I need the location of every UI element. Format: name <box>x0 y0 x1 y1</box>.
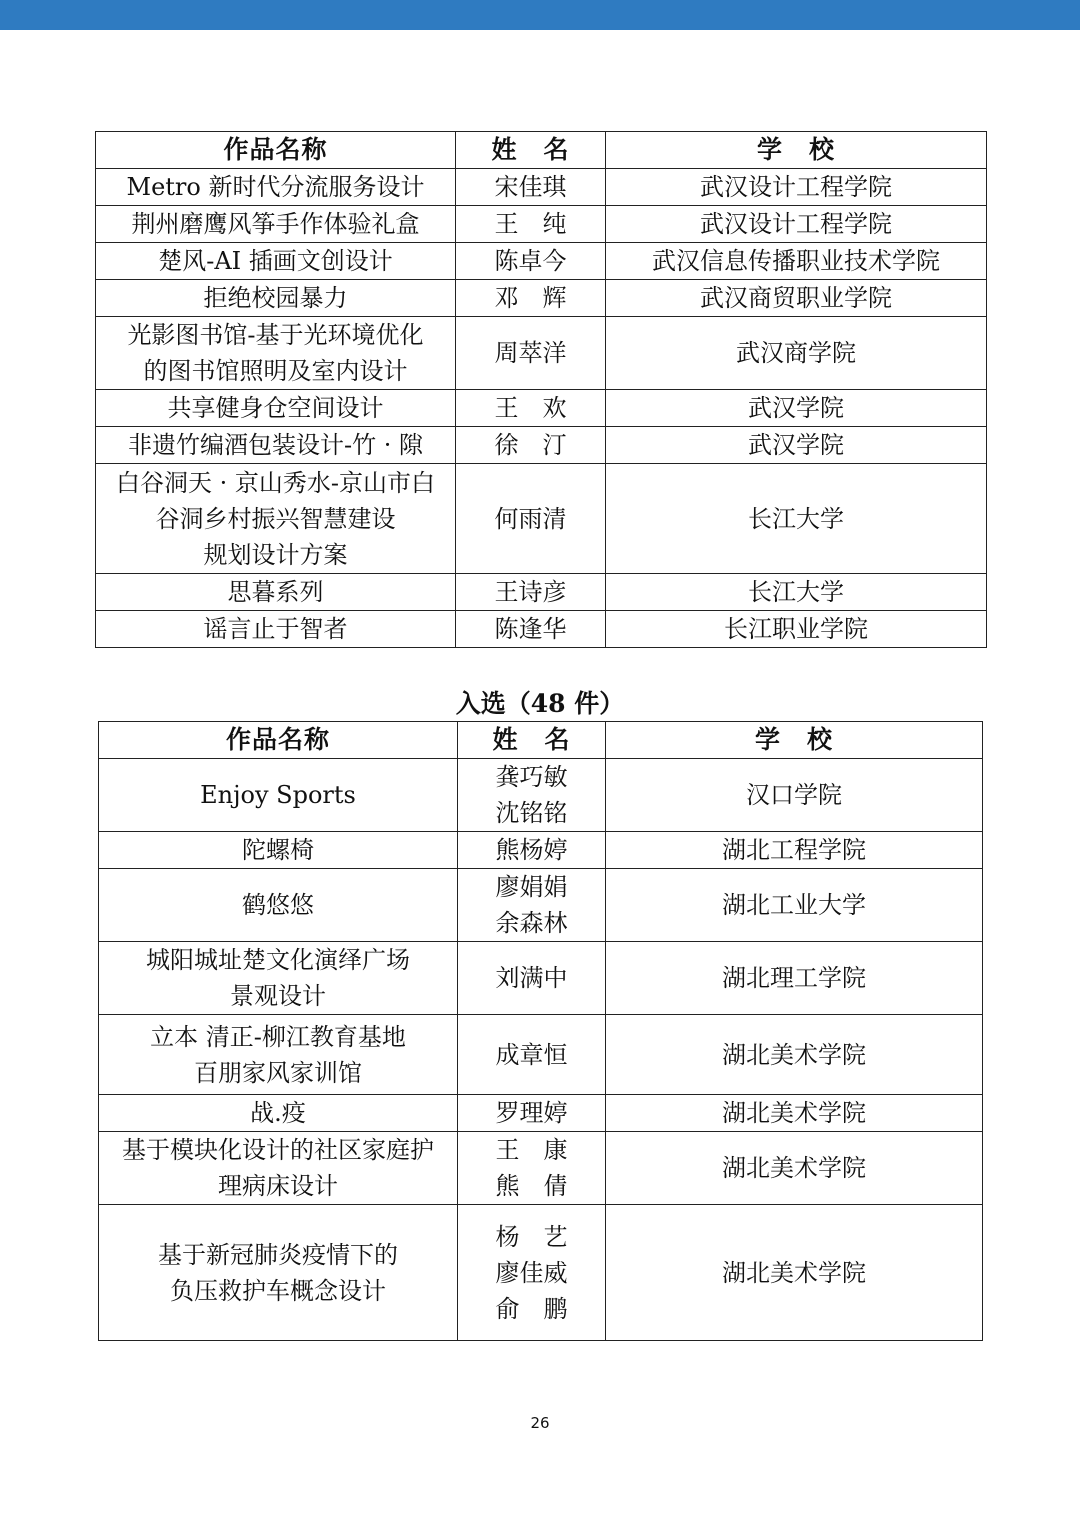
author-name-cell <box>456 390 606 427</box>
work-title-line: 基于新冠肺炎疫情下的 <box>158 1240 398 1269</box>
work-title-line: 谷洞乡村振兴智慧建设 <box>155 504 396 533</box>
work-title-line: 负压救护车概念设计 <box>170 1276 386 1305</box>
header-name: 姓 名 <box>456 132 606 169</box>
work-title-line: 战.疫 <box>250 1099 306 1127</box>
work-title-cell <box>96 280 456 317</box>
author-name-line: 杨 艺 <box>495 1222 568 1251</box>
work-title-line: 思暮系列 <box>227 578 324 606</box>
author-name-line: 王诗彦 <box>494 578 567 606</box>
author-name-cell <box>458 869 606 942</box>
school-cell: 湖北美术学院 <box>606 1015 983 1095</box>
author-name-line: 陈逢华 <box>494 615 567 643</box>
school-cell: 武汉信息传播职业技术学院 <box>606 243 987 280</box>
author-name-line: 周萃洋 <box>494 339 567 367</box>
school-cell: 湖北美术学院 <box>606 1132 983 1205</box>
work-title-line: Metro 新时代分流服务设计 <box>126 173 425 201</box>
table-row <box>96 280 987 317</box>
work-title-line: 鹤悠悠 <box>242 891 314 919</box>
school-cell: 长江大学 <box>606 464 987 574</box>
work-title-cell <box>96 574 456 611</box>
author-name-line: 王 欢 <box>494 394 567 422</box>
author-name-line: 宋佳琪 <box>494 173 567 201</box>
table-row <box>99 759 983 832</box>
work-title-cell <box>96 427 456 464</box>
work-title-line: 白谷洞天 · 京山秀水-京山市白 <box>116 468 435 497</box>
author-name-line: 王 纯 <box>494 210 567 238</box>
table-row <box>96 317 987 390</box>
table-row <box>96 464 987 574</box>
school-cell: 湖北工业大学 <box>606 869 983 942</box>
author-name-line: 余森林 <box>495 909 568 937</box>
author-name-cell <box>458 1132 606 1205</box>
author-name-line: 陈卓今 <box>494 247 567 275</box>
school-cell: 汉口学院 <box>606 759 983 832</box>
work-title-line: 理病床设计 <box>218 1172 338 1200</box>
work-title-cell <box>99 942 458 1015</box>
school-cell: 湖北理工学院 <box>606 942 983 1015</box>
author-name-line: 俞 鹏 <box>495 1294 568 1323</box>
school-cell: 武汉学院 <box>606 427 987 464</box>
author-name-cell <box>456 427 606 464</box>
header-school: 学 校 <box>606 722 983 759</box>
work-title-cell <box>99 832 458 869</box>
author-name-cell <box>456 169 606 206</box>
author-name-cell <box>458 1205 606 1341</box>
author-name-cell <box>458 1095 606 1132</box>
school-cell: 武汉设计工程学院 <box>606 206 987 243</box>
work-title-line: 城阳城址楚文化演绎广场 <box>146 946 410 974</box>
author-name-line: 邓 辉 <box>494 284 567 312</box>
work-title-line: 陀螺椅 <box>242 836 314 864</box>
work-title-line: 谣言止于智者 <box>203 615 348 643</box>
table-row <box>96 206 987 243</box>
header-work-title: 作品名称 <box>99 722 458 759</box>
school-cell: 武汉学院 <box>606 390 987 427</box>
table-row <box>96 574 987 611</box>
work-title-line: 非遗竹编酒包装设计-竹 · 隙 <box>128 431 423 459</box>
table-row <box>96 611 987 648</box>
author-name-cell <box>456 464 606 574</box>
work-title-line: 百朋家风家训馆 <box>194 1058 362 1087</box>
work-title-cell <box>96 317 456 390</box>
work-title-cell <box>96 390 456 427</box>
author-name-cell <box>456 206 606 243</box>
author-name-cell <box>456 317 606 390</box>
table-header-row <box>96 132 987 169</box>
table-row <box>96 390 987 427</box>
work-title-line: 规划设计方案 <box>203 540 348 569</box>
header-school: 学 校 <box>606 132 987 169</box>
school-cell: 武汉商贸职业学院 <box>606 280 987 317</box>
author-name-line: 成章恒 <box>495 1040 568 1069</box>
school-cell: 湖北美术学院 <box>606 1205 983 1341</box>
author-name-line: 刘满中 <box>495 964 568 992</box>
author-name-cell <box>456 280 606 317</box>
work-title-line: 荆州磨鹰风筝手作体验礼盒 <box>131 210 420 238</box>
table-row <box>96 169 987 206</box>
top-color-bar <box>0 0 1080 30</box>
author-name-line: 罗理婷 <box>495 1099 568 1127</box>
author-name-line: 廖娟娟 <box>495 873 568 901</box>
author-name-cell <box>458 1015 606 1095</box>
author-name-line: 徐 汀 <box>494 431 567 459</box>
author-name-line: 何雨清 <box>494 504 567 533</box>
author-name-line: 廖佳威 <box>495 1258 568 1287</box>
table-row <box>96 243 987 280</box>
school-cell: 湖北美术学院 <box>606 1095 983 1132</box>
award-table-2 <box>98 721 983 1341</box>
school-cell: 武汉商学院 <box>606 317 987 390</box>
page-number: 26 <box>530 1414 550 1432</box>
award-table-1 <box>95 131 987 648</box>
work-title-line: 拒绝校园暴力 <box>203 284 348 312</box>
work-title-line: 立本 清正-柳江教育基地 <box>150 1022 406 1051</box>
section-title-selected: 入选（48 件） <box>455 689 625 718</box>
work-title-line: 光影图书馆-基于光环境优化 <box>127 321 424 349</box>
work-title-cell <box>99 1095 458 1132</box>
table-row <box>99 1015 983 1095</box>
author-name-line: 龚巧敏 <box>495 763 568 791</box>
work-title-cell <box>96 464 456 574</box>
author-name-cell <box>458 759 606 832</box>
school-cell: 长江职业学院 <box>606 611 987 648</box>
table-row <box>99 1095 983 1132</box>
table-row <box>96 427 987 464</box>
work-title-cell <box>99 759 458 832</box>
author-name-line: 沈铭铭 <box>495 799 568 827</box>
author-name-line: 王 康 <box>495 1136 568 1164</box>
author-name-cell <box>456 574 606 611</box>
header-work-title: 作品名称 <box>96 132 456 169</box>
work-title-line: 楚风-AI 插画文创设计 <box>158 247 393 275</box>
work-title-line: 基于模块化设计的社区家庭护 <box>122 1136 434 1164</box>
table-row <box>99 1205 983 1341</box>
work-title-cell <box>99 869 458 942</box>
work-title-cell <box>99 1205 458 1341</box>
header-name: 姓 名 <box>458 722 606 759</box>
work-title-cell <box>96 243 456 280</box>
work-title-cell <box>96 611 456 648</box>
table-row <box>99 1132 983 1205</box>
school-cell: 长江大学 <box>606 574 987 611</box>
work-title-cell <box>99 1015 458 1095</box>
work-title-cell <box>99 1132 458 1205</box>
author-name-cell <box>456 611 606 648</box>
author-name-cell <box>458 832 606 869</box>
work-title-line: 的图书馆照明及室内设计 <box>143 357 408 385</box>
school-cell: 武汉设计工程学院 <box>606 169 987 206</box>
work-title-line: 共享健身仓空间设计 <box>167 394 384 422</box>
table-row <box>99 832 983 869</box>
author-name-cell <box>458 942 606 1015</box>
work-title-line: 景观设计 <box>230 982 326 1010</box>
author-name-line: 熊 倩 <box>495 1172 568 1200</box>
table-row <box>99 942 983 1015</box>
author-name-cell <box>456 243 606 280</box>
table-header-row <box>99 722 983 759</box>
table-row <box>99 869 983 942</box>
author-name-line: 熊杨婷 <box>495 836 568 864</box>
school-cell: 湖北工程学院 <box>606 832 983 869</box>
work-title-cell <box>96 206 456 243</box>
work-title-cell <box>96 169 456 206</box>
work-title-line: Enjoy Sports <box>200 781 356 809</box>
